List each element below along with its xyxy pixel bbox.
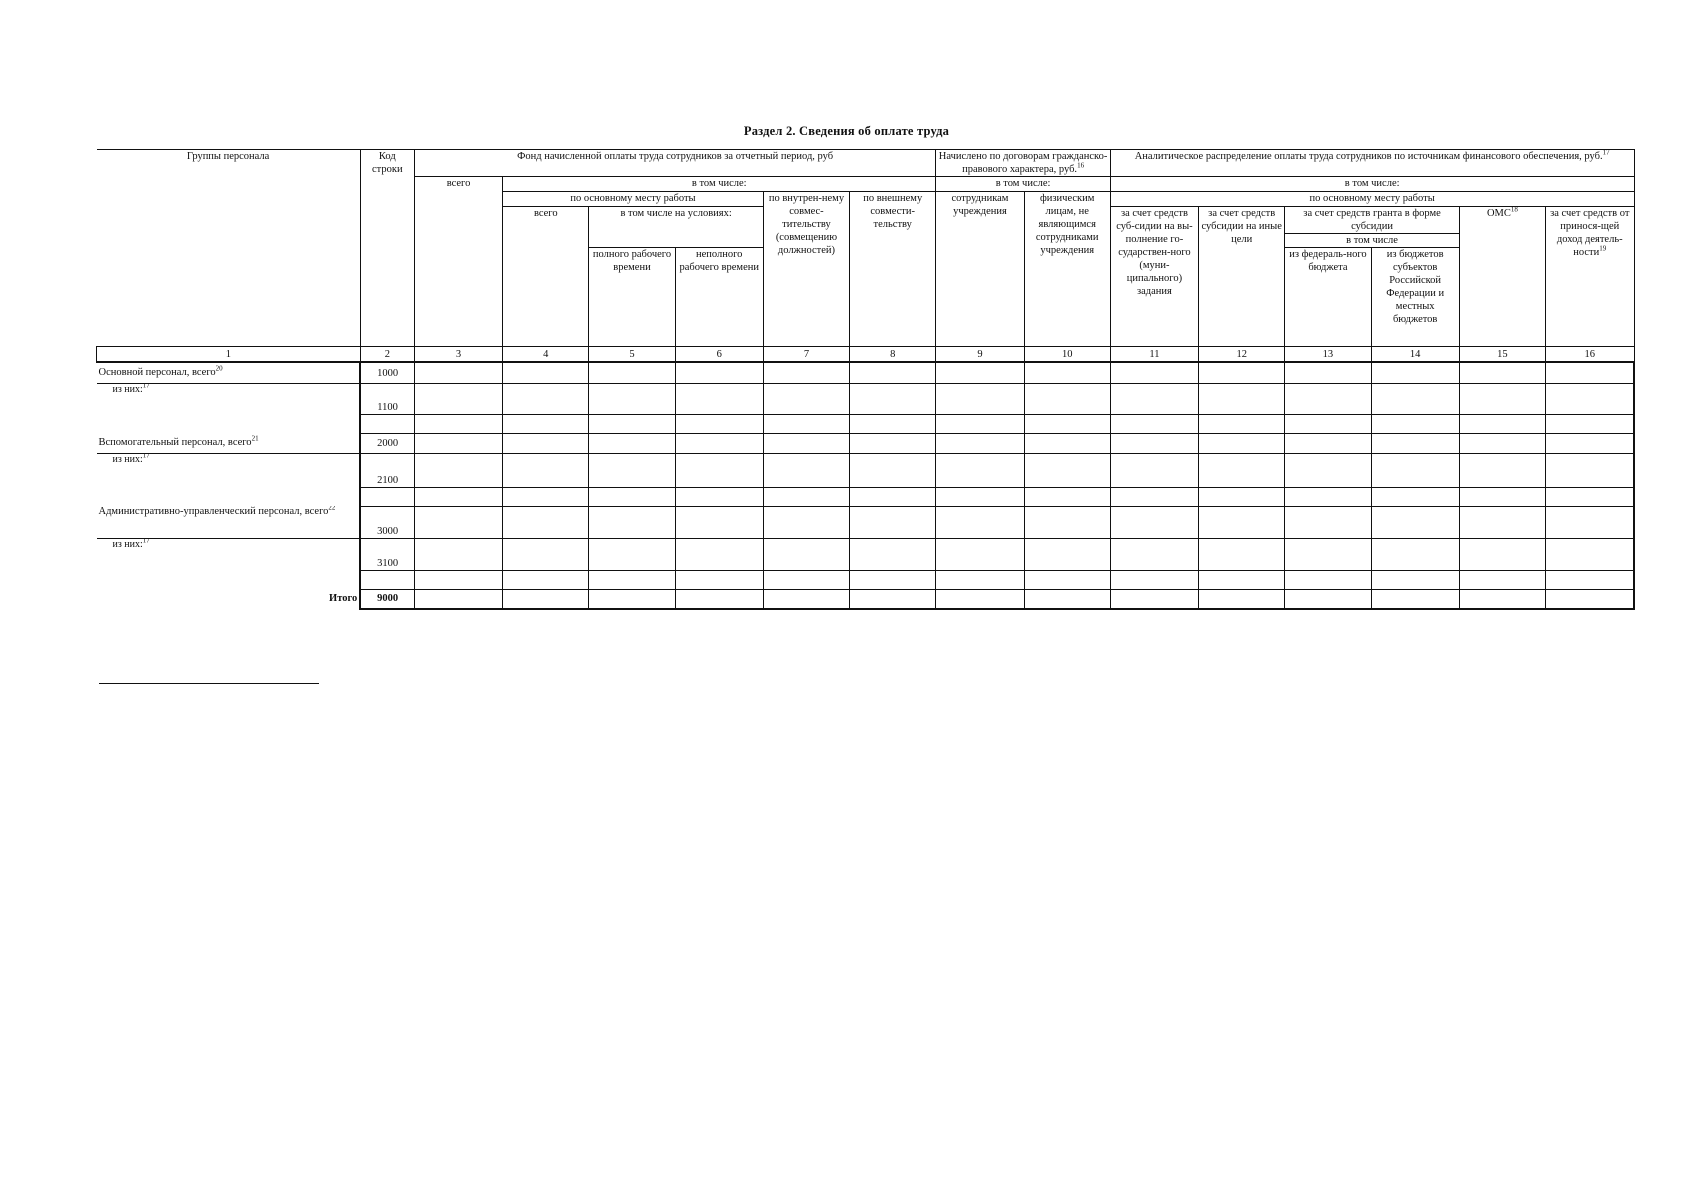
column-number: 10 — [1024, 347, 1110, 363]
data-cell[interactable] — [850, 362, 936, 384]
data-cell[interactable] — [1371, 570, 1459, 589]
data-cell[interactable] — [1024, 589, 1110, 609]
column-number: 9 — [936, 347, 1024, 363]
row-label — [97, 570, 361, 589]
data-cell[interactable] — [1459, 506, 1545, 539]
row-code: 2100 — [360, 454, 414, 488]
section-title: Раздел 2. Сведения об оплате труда — [743, 124, 950, 138]
data-cell[interactable] — [763, 589, 849, 609]
data-cell[interactable] — [1199, 414, 1285, 433]
data-cell[interactable] — [1459, 414, 1545, 433]
header-fund-total: всего — [414, 177, 502, 347]
row-label: Основной персонал, всего$^{20}$ — [97, 362, 361, 384]
data-cell[interactable] — [1546, 589, 1634, 609]
data-cell[interactable] — [1110, 384, 1198, 415]
data-cell[interactable] — [675, 589, 763, 609]
data-cell[interactable] — [414, 454, 502, 488]
column-number: 1 — [97, 347, 361, 363]
data-cell[interactable] — [503, 454, 589, 488]
header-internal: по внутрен-нему совмес-тительству (совмещению должностей) — [763, 192, 849, 347]
data-cell[interactable] — [850, 384, 936, 415]
header-main-total: всего — [503, 207, 589, 347]
header-subsidy-task: за счет средств суб-сидии на вы-полнение го-сударствен-ного (муни-ципального) задания — [1110, 207, 1198, 347]
data-cell[interactable] — [589, 384, 675, 415]
data-cell[interactable] — [1285, 384, 1371, 415]
data-cell[interactable] — [1459, 539, 1545, 571]
data-cell[interactable] — [589, 539, 675, 571]
data-cell[interactable] — [1110, 454, 1198, 488]
column-number: 3 — [414, 347, 502, 363]
data-cell[interactable] — [1199, 539, 1285, 571]
data-cell[interactable] — [763, 414, 849, 433]
column-number: 8 — [850, 347, 936, 363]
row-code: 9000 — [360, 589, 414, 609]
column-number: 7 — [763, 347, 849, 363]
data-cell[interactable] — [850, 570, 936, 589]
data-cell[interactable] — [936, 362, 1024, 384]
data-cell[interactable] — [1110, 487, 1198, 506]
data-cell[interactable] — [1024, 487, 1110, 506]
data-cell[interactable] — [1110, 539, 1198, 571]
data-cell[interactable] — [936, 570, 1024, 589]
data-cell[interactable] — [589, 487, 675, 506]
data-cell[interactable] — [1459, 433, 1545, 454]
data-cell[interactable] — [1110, 570, 1198, 589]
data-cell[interactable] — [1459, 362, 1545, 384]
data-cell[interactable] — [1199, 362, 1285, 384]
data-cell[interactable] — [414, 570, 502, 589]
data-cell[interactable] — [763, 362, 849, 384]
data-cell[interactable] — [1199, 433, 1285, 454]
data-cell[interactable] — [763, 539, 849, 571]
column-number: 5 — [589, 347, 675, 363]
data-cell[interactable] — [1285, 454, 1371, 488]
row-code — [360, 414, 414, 433]
table-row — [97, 570, 1635, 589]
salary-table — [96, 149, 1635, 610]
header-fund: Фонд начисленной оплаты труда сотрудников за отчетный период, руб — [414, 150, 935, 177]
data-cell[interactable] — [1546, 384, 1634, 415]
data-cell[interactable] — [850, 433, 936, 454]
data-cell[interactable] — [850, 506, 936, 539]
data-cell[interactable] — [414, 384, 502, 415]
data-cell[interactable] — [1024, 539, 1110, 571]
data-cell[interactable] — [1024, 433, 1110, 454]
row-label — [97, 487, 361, 506]
data-cell[interactable] — [675, 570, 763, 589]
data-cell[interactable] — [1459, 570, 1545, 589]
table-row — [97, 506, 1635, 539]
header-analytic-incl: в том числе: — [1110, 177, 1634, 192]
header-grant: за счет средств гранта в форме субсидии в том числе — [1285, 207, 1459, 248]
data-cell[interactable] — [503, 570, 589, 589]
data-cell[interactable] — [1199, 589, 1285, 609]
data-cell[interactable] — [1285, 414, 1371, 433]
data-cell[interactable] — [414, 589, 502, 609]
row-label: Административно-управленческий персонал, всего$^{22}$ — [97, 506, 361, 539]
row-code: 3000 — [360, 506, 414, 539]
data-cell[interactable] — [414, 539, 502, 571]
data-cell[interactable] — [1024, 362, 1110, 384]
header-federal: из федераль-ного бюджета — [1285, 248, 1371, 347]
header-incl-cond: в том числе на условиях: — [589, 207, 763, 248]
data-cell[interactable] — [675, 384, 763, 415]
header-main-place: по основному месту работы — [503, 192, 764, 207]
data-cell[interactable] — [1199, 570, 1285, 589]
data-cell[interactable] — [503, 414, 589, 433]
data-cell[interactable] — [1459, 589, 1545, 609]
data-cell[interactable] — [675, 539, 763, 571]
header-subsidy-other: за счет средств субсидии на иные цели — [1199, 207, 1285, 347]
column-number: 2 — [360, 347, 414, 363]
table-row — [97, 487, 1635, 506]
table-row — [97, 539, 1635, 571]
row-label: Итого — [97, 589, 361, 609]
header-groups: Группы персонала — [97, 150, 361, 347]
data-cell[interactable] — [936, 454, 1024, 488]
data-cell[interactable] — [1024, 454, 1110, 488]
data-cell[interactable] — [414, 362, 502, 384]
header-regional: из бюджетов субъектов Российской Федерации и местных бюджетов — [1371, 248, 1459, 347]
data-cell[interactable] — [503, 433, 589, 454]
data-cell[interactable] — [936, 506, 1024, 539]
data-cell[interactable] — [675, 433, 763, 454]
header-oms: ОМС$^{18}$ — [1459, 207, 1545, 347]
data-cell[interactable] — [763, 384, 849, 415]
data-cell[interactable] — [503, 384, 589, 415]
data-cell[interactable] — [1285, 433, 1371, 454]
data-cell[interactable] — [1285, 539, 1371, 571]
data-cell[interactable] — [1024, 506, 1110, 539]
data-cell[interactable] — [936, 539, 1024, 571]
header-to-persons: физическим лицам, не являющимся сотрудниками учреждения — [1024, 192, 1110, 347]
data-cell[interactable] — [589, 506, 675, 539]
data-cell[interactable] — [936, 433, 1024, 454]
data-cell[interactable] — [1371, 454, 1459, 488]
row-label: из них:$^{17}$ — [97, 384, 361, 415]
header-analytic-main: по основному месту работы — [1110, 192, 1634, 207]
column-number: 12 — [1199, 347, 1285, 363]
data-cell[interactable] — [1199, 384, 1285, 415]
data-cell[interactable] — [936, 487, 1024, 506]
data-cell[interactable] — [675, 362, 763, 384]
header-civil: Начислено по договорам гражданско-правового характера, руб.$^{16}$ — [936, 150, 1111, 177]
data-cell[interactable] — [1285, 362, 1371, 384]
data-cell[interactable] — [1285, 506, 1371, 539]
data-cell[interactable] — [589, 433, 675, 454]
column-number: 15 — [1459, 347, 1545, 363]
data-cell[interactable] — [414, 487, 502, 506]
header-fund-incl: в том числе: — [503, 177, 936, 192]
data-cell[interactable] — [763, 454, 849, 488]
data-cell[interactable] — [850, 487, 936, 506]
data-cell[interactable] — [589, 589, 675, 609]
row-code: 1100 — [360, 384, 414, 415]
column-number: 16 — [1546, 347, 1634, 363]
data-cell[interactable] — [936, 589, 1024, 609]
row-label: Вспомогательный персонал, всего$^{21}$ — [97, 433, 361, 454]
column-number: 14 — [1371, 347, 1459, 363]
data-cell[interactable] — [1371, 384, 1459, 415]
data-cell[interactable] — [850, 414, 936, 433]
data-cell[interactable] — [936, 384, 1024, 415]
data-cell[interactable] — [1110, 589, 1198, 609]
data-cell[interactable] — [414, 433, 502, 454]
data-cell[interactable] — [589, 414, 675, 433]
data-cell[interactable] — [1110, 433, 1198, 454]
table-body — [97, 362, 1635, 609]
column-numbers-row — [97, 347, 1635, 363]
data-cell[interactable] — [1459, 384, 1545, 415]
data-cell[interactable] — [1546, 362, 1634, 384]
data-cell[interactable] — [1459, 454, 1545, 488]
row-code — [360, 570, 414, 589]
table-row — [97, 454, 1635, 488]
header-civil-incl: в том числе: — [936, 177, 1111, 192]
header-part-time: неполного рабочего времени — [675, 248, 763, 347]
header-external: по внешнему совмести-тельству — [850, 192, 936, 347]
data-cell[interactable] — [503, 487, 589, 506]
column-number: 4 — [503, 347, 589, 363]
header-to-staff: сотрудникам учреждения — [936, 192, 1024, 347]
data-cell[interactable] — [1110, 362, 1198, 384]
data-cell[interactable] — [1199, 487, 1285, 506]
data-cell[interactable] — [675, 454, 763, 488]
row-label — [97, 414, 361, 433]
data-cell[interactable] — [763, 487, 849, 506]
data-cell[interactable] — [503, 589, 589, 609]
data-cell[interactable] — [589, 454, 675, 488]
data-cell[interactable] — [1285, 589, 1371, 609]
data-cell[interactable] — [1546, 506, 1634, 539]
data-cell[interactable] — [1371, 506, 1459, 539]
header-code: Код строки — [360, 150, 414, 347]
data-cell[interactable] — [1199, 454, 1285, 488]
data-cell[interactable] — [850, 454, 936, 488]
table-row — [97, 384, 1635, 415]
data-cell[interactable] — [503, 362, 589, 384]
data-cell[interactable] — [1371, 589, 1459, 609]
data-cell[interactable] — [763, 506, 849, 539]
column-number: 13 — [1285, 347, 1371, 363]
row-label: из них:$^{17}$ — [97, 539, 361, 571]
data-cell[interactable] — [763, 433, 849, 454]
data-cell[interactable] — [1459, 487, 1545, 506]
data-cell[interactable] — [1546, 433, 1634, 454]
header-full-time: полного рабочего времени — [589, 248, 675, 347]
data-cell[interactable] — [1546, 570, 1634, 589]
column-number: 6 — [675, 347, 763, 363]
data-cell[interactable] — [1024, 384, 1110, 415]
data-cell[interactable] — [936, 414, 1024, 433]
header-grant-incl: в том числе — [1285, 233, 1458, 247]
data-cell[interactable] — [414, 414, 502, 433]
data-cell[interactable] — [1546, 487, 1634, 506]
table-row — [97, 589, 1635, 609]
data-cell[interactable] — [675, 414, 763, 433]
data-cell[interactable] — [503, 539, 589, 571]
data-cell[interactable] — [1371, 487, 1459, 506]
data-cell[interactable] — [1024, 570, 1110, 589]
row-code — [360, 487, 414, 506]
data-cell[interactable] — [1546, 539, 1634, 571]
data-cell[interactable] — [763, 570, 849, 589]
data-cell[interactable] — [414, 506, 502, 539]
data-cell[interactable] — [589, 362, 675, 384]
row-code: 3100 — [360, 539, 414, 571]
data-cell[interactable] — [1110, 414, 1198, 433]
data-cell[interactable] — [1546, 454, 1634, 488]
header-analytic: Аналитическое распределение оплаты труда сотрудников по источникам финансового обеспечения, руб.$^{17}$ — [1110, 150, 1634, 177]
column-number: 11 — [1110, 347, 1198, 363]
row-label: из них:$^{17}$ — [97, 454, 361, 488]
row-code: 2000 — [360, 433, 414, 454]
data-cell[interactable] — [1199, 506, 1285, 539]
header-income: за счет средств от принося-щей доход деятель-ности$^{19}$ — [1546, 207, 1634, 347]
data-cell[interactable] — [1110, 506, 1198, 539]
data-cell[interactable] — [1371, 362, 1459, 384]
data-cell[interactable] — [1371, 539, 1459, 571]
data-cell[interactable] — [1546, 414, 1634, 433]
row-code: 1000 — [360, 362, 414, 384]
data-cell[interactable] — [589, 570, 675, 589]
table-row — [97, 433, 1635, 454]
data-cell[interactable] — [1285, 570, 1371, 589]
data-cell[interactable] — [675, 506, 763, 539]
table-row — [97, 362, 1635, 384]
data-cell[interactable] — [1371, 433, 1459, 454]
footnote-separator — [99, 683, 319, 684]
data-cell[interactable] — [850, 589, 936, 609]
data-cell[interactable] — [503, 506, 589, 539]
data-cell[interactable] — [850, 539, 936, 571]
data-cell[interactable] — [1024, 414, 1110, 433]
data-cell[interactable] — [675, 487, 763, 506]
data-cell[interactable] — [1371, 414, 1459, 433]
data-cell[interactable] — [1285, 487, 1371, 506]
table-row — [97, 414, 1635, 433]
